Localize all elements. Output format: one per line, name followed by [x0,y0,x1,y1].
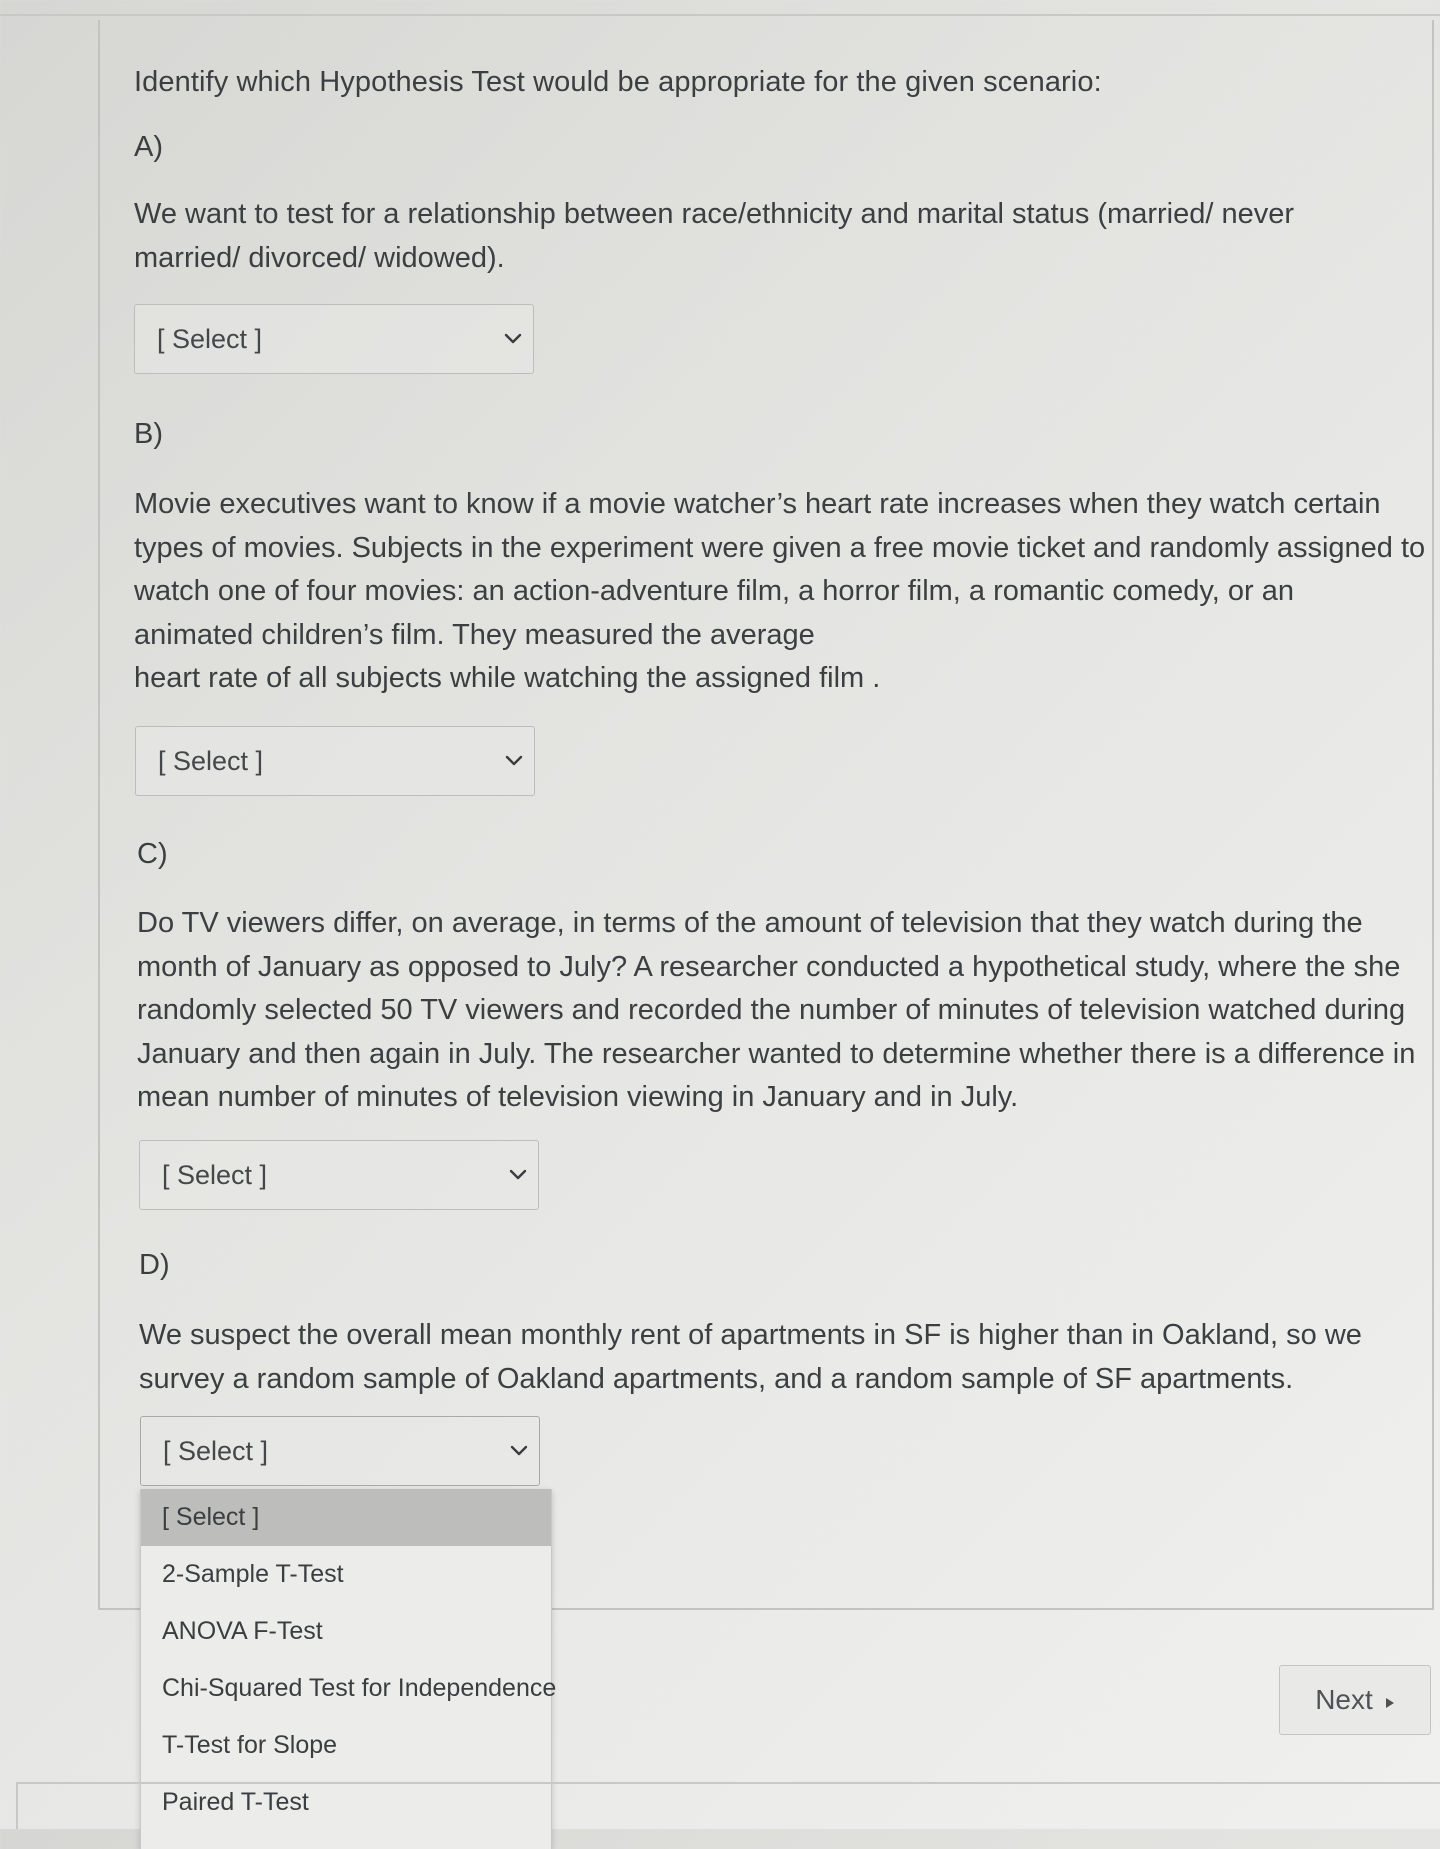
part-b-line: animated children’s film. They measured the average [134,618,815,651]
part-d-select-value: [ Select ] [163,1435,269,1466]
part-a-line: married/ divorced/ widowed). [134,241,505,274]
part-a-scenario [134,193,1294,280]
part-d-select[interactable] [140,1416,540,1486]
triangle-right-icon [1385,1684,1395,1716]
top-border [0,14,1440,16]
chevron-down-icon [500,747,528,775]
part-c-line: mean number of minutes of television viewing in January and in July. [137,1081,1019,1113]
part-b-line: Movie executives want to know if a movie watcher’s heart rate increases when they watch certain [134,488,1381,520]
dropdown-option-select[interactable]: [ Select ] [141,1489,551,1546]
question-prompt: Identify which Hypothesis Test would be appropriate for the given scenario: [134,66,1102,98]
part-d-scenario [139,1314,1362,1401]
bottom-panel-edge [16,1782,1440,1829]
chevron-down-icon [505,1437,533,1465]
part-c-select-value: [ Select ] [162,1159,268,1190]
dropdown-option-t-test-for-slope[interactable]: T-Test for Slope [162,1731,338,1759]
part-c-select[interactable] [139,1140,539,1210]
part-d-line: We suspect the overall mean monthly rent of apartments in SF is higher than in Oakland, so we [139,1319,1362,1351]
part-b-line: watch one of four movies: an action-adventure film, a horror film, a romantic comedy, or an [134,575,1294,607]
next-button[interactable] [1279,1665,1431,1735]
part-c-line: January and then again in July. The researcher wanted to determine whether there is a difference in [137,1037,1416,1070]
next-button-label: Next [1315,1684,1373,1715]
part-d-label: D) [139,1249,170,1281]
part-a-label: A) [134,131,163,163]
part-a-select[interactable] [134,304,534,374]
part-c-line: month of January as opposed to July? A researcher conducted a hypothetical study, where the she [137,950,1401,983]
part-c-line: Do TV viewers differ, on average, in terms of the amount of television that they watch during the [137,907,1363,939]
part-b-line: heart rate of all subjects while watching the assigned film . [134,662,881,694]
part-d-line: survey a random sample of Oakland apartments, and a random sample of SF apartments. [139,1362,1294,1395]
part-a-select-value: [ Select ] [157,323,263,354]
dropdown-option-anova-f-test[interactable]: ANOVA F-Test [162,1617,323,1645]
part-b-label: B) [134,418,163,450]
chevron-down-icon [499,325,527,353]
part-c-line: randomly selected 50 TV viewers and recorded the number of minutes of television watched during [137,994,1406,1026]
dropdown-option-chi-squared-test[interactable]: Chi-Squared Test for Independence [162,1674,557,1702]
chevron-down-icon [504,1161,532,1189]
part-b-select-value: [ Select ] [158,745,264,776]
dropdown-option-2-sample-t-test[interactable]: 2-Sample T-Test [162,1560,344,1588]
part-c-scenario [137,902,1415,1120]
dropdown-option-paired-t-test[interactable]: Paired T-Test [162,1788,309,1816]
part-b-select[interactable] [135,726,535,796]
part-c-label: C) [137,838,168,870]
part-b-scenario [134,483,1425,701]
part-a-line: We want to test for a relationship between race/ethnicity and marital status (married/ never [134,198,1295,230]
part-b-line: types of movies. Subjects in the experiment were given a free movie ticket and randomly assigned to [134,531,1426,564]
